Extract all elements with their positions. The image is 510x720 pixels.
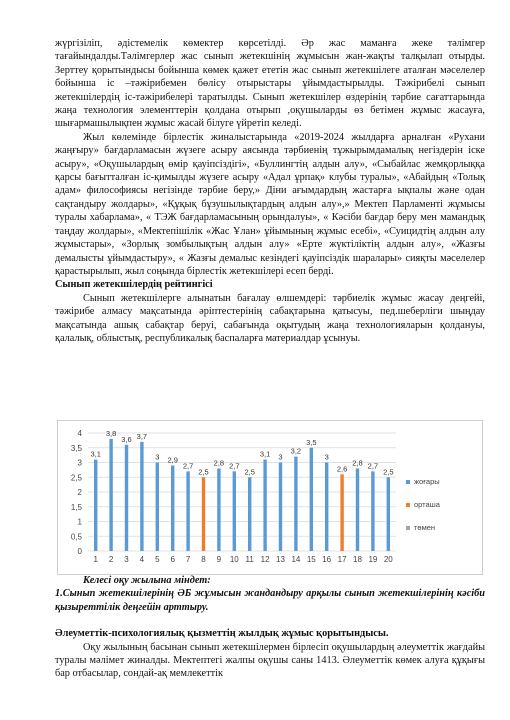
next-year-label: Келесі оқу жылына міндет: [83,575,211,586]
paragraph-social-data: Оқу жылының басынан сынып жетекшілермен бірлесіп оқушылардың әлеуметтік жағдайы туралы мәлімет жиналды. Мектептегі жалпы оқушы саны 1413. Әлеуметтік көмек алуға құқығы бар отбасылар, сондай-ақ мемлекеттік [55,641,485,680]
x-tick-label: 8 [201,555,206,564]
bar [125,445,128,551]
data-label: 2,5 [198,467,209,477]
y-tick-label: 0 [77,547,82,556]
y-tick-label: 2,5 [70,473,82,483]
rating-chart-svg [58,421,482,574]
y-tick-label: 1 [77,517,82,527]
x-tick-label: 9 [216,555,222,564]
y-tick-label: 3,5 [70,443,82,453]
data-label: 2,7 [367,461,379,471]
lower-text-block [55,574,485,681]
data-label: 3,2 [290,446,302,456]
x-tick-label: 2 [108,555,114,564]
next-year-task: 1.Сынып жетекшілерінің ӘБ жұмысын жандандыру арқылы сынып жетекшілерінің кәсіби қызыреттілік деңгейін арттыру. [55,588,485,613]
paragraph-meetings: Жыл көлемінде бірлестік жиналыстарында «2019-2024 жылдарға арналған «Рухани жаңғыру» бағдарламасын жүзеге асыру аясында тәрбиенің тұжырымдамалық негіздерін іске асыру», «Оқушылардың өмір қауіпсіздігі», «Буллингтің алдын алу», «Сыбайлас жемқорлыққа қарсы бағытталған іс-қимылды жүзеге асыру «Адал ұрпақ» клубы туралы», «Абайдың «Толық адам» философиясы негізінде тәрбие беру,» Діни ағымдардың жастарға ықпалы және одан сақтандыру жолдары», «Құқық бұзушылықтардың алдын алу»,» Мектеп Парламенті жұмысы туралы хабарлама», « ТЭЖ бағдарламасының орындалуы», « Кәсіби бағдар беру мен мамандық таңдау жолдары», «Мектепішілік «Жас Ұлан» ұйымының жұмыс есебі», «Суицидтің алдын алу жұмыстары», «Зорлық зомбылықтың алдын алу» «Ерте жүктіліктің алдын алу», «Жазғы демалысты ұйымдастыру», « Жазғы демалыс кезіндегі қауіпсіздік шаралары» сияқты мәселелер қарастырылып, жыл соңында бірлестік жетекшілері есеп берді. [55,131,485,277]
x-tick-label: 19 [368,555,378,564]
bar [217,468,220,551]
y-tick-label: 2 [77,488,82,497]
bar [248,477,251,551]
data-label: 3,6 [121,434,132,444]
heading-social-psychological: Әлеуметтік-психологиялық қызметтің жылдық жұмыс қорытындысы. [55,628,389,640]
x-tick-label: 7 [185,555,191,564]
data-label: 2,7 [182,461,194,471]
data-label: 2,5 [244,467,255,477]
x-tick-label: 18 [353,555,362,564]
x-tick-label: 11 [245,555,254,564]
x-tick-label: 17 [337,555,347,564]
bar [233,471,236,551]
x-tick-label: 20 [383,555,393,564]
bar [356,468,359,551]
x-tick-label: 12 [260,555,270,564]
legend-label: төмен [414,523,436,532]
data-label: 3,5 [306,437,317,447]
bar [387,477,390,551]
x-tick-label: 3 [124,555,129,564]
data-label: 3,1 [90,449,101,459]
bar [202,477,205,551]
bar [109,439,112,551]
data-label: 3,8 [105,428,117,438]
data-label: 3 [324,452,329,462]
data-label: 2,8 [352,458,363,468]
bar [171,465,174,551]
x-tick-label: 10 [229,555,239,564]
upper-text-block [55,37,485,345]
bar [340,474,343,551]
y-tick-label: 0,5 [70,532,82,542]
x-tick-label: 5 [155,555,160,564]
data-label: 2,6 [336,464,348,474]
paragraph-methodical-help: жүргізіліп, әдістемелік көмектер көрсетілді. Әр жас маманға жеке тәлімгер тағайындалды.Тәлімгерлер жас сынып жетекшінің жұмысын жан-жақты талқылап отырды. Зерттеу қорытындысы бойынша көмек қажет ететін жас сынып жетекшілеге аталған мәселелер бойынша іс –тәжірибемен бөлісу отырыстары ұйымдастырылды. Тәжірибелі сынып жетекшілердің іс-тәжірибелері таратылды. Сынып жетекшілер өздерінің тәрбие сағаттарында жаңа технология элементтерін қолдана отырып ,оқушыларды өз бетімен жұмыс жасауға, шығармашылықпен жұмыс жасай білуге үйретіп келеді. [55,38,485,130]
y-tick-label: 1,5 [70,502,82,512]
x-tick-label: 13 [276,555,285,564]
data-label: 3 [278,452,283,462]
legend-swatch [406,480,410,484]
bar [263,460,266,551]
data-label: 2,8 [213,458,225,468]
x-tick-label: 15 [306,555,316,564]
y-tick-label: 4 [77,429,82,438]
data-label: 2,7 [229,461,240,471]
heading-class-teacher-rating: Сынып жетекшілердің рейтингісі [55,279,213,291]
legend-label: орташа [414,500,440,509]
x-tick-label: 14 [291,555,301,564]
bar [371,471,374,551]
bar [186,471,189,551]
bar [94,460,97,551]
data-label: 3,7 [136,431,148,441]
bar [294,457,297,551]
bar [140,442,143,551]
x-tick-label: 6 [170,555,175,564]
bar [310,448,313,551]
rating-bar-chart [57,420,483,575]
paragraph-evaluation-criteria: Сынып жетекшілерге алынатын бағалау өлшемдері: тәрбиелік жұмыс жасау деңгейі, тәжірибе алмасу мақсатында әріптестерінің сабақтарына қатысуы, пед.шеберліги шыңдау мақсатында ашық сабақтар беруі, сабағында оқытудың жаңа технологияларын қолдануы, қалалық, облыстық, республикалық баспаларға материалдар ұсынуы. [55,292,485,344]
y-tick-label: 3 [77,458,82,468]
bar [156,463,159,552]
legend-swatch [406,526,410,530]
data-label: 3 [155,452,160,462]
x-tick-label: 4 [139,555,145,564]
data-label: 2,5 [383,467,394,477]
data-label: 2,9 [167,455,178,465]
bar [279,463,282,552]
bar [325,463,328,552]
legend-swatch [406,503,410,507]
data-label: 3,1 [259,449,271,459]
legend-label: жоғары [414,477,440,486]
x-tick-label: 16 [322,555,332,564]
x-tick-label: 1 [93,555,98,564]
